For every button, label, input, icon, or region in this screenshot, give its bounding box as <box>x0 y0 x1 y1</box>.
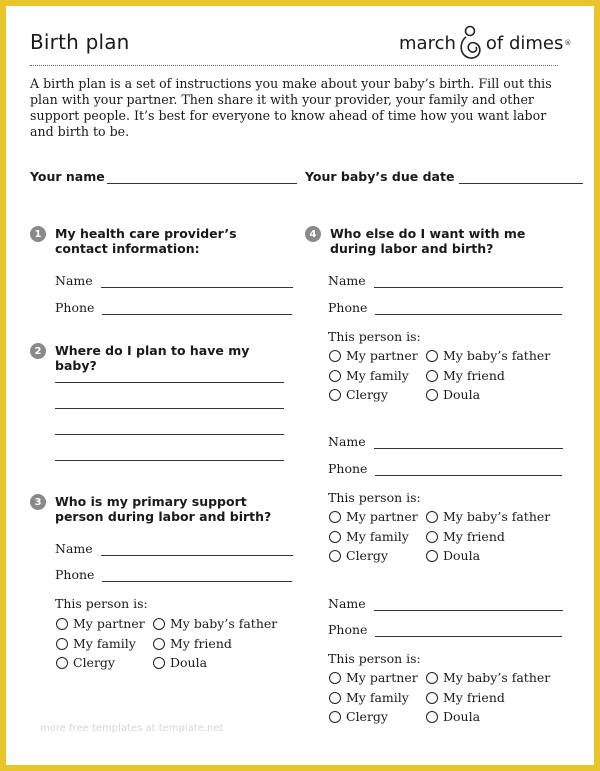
option-label: Doula <box>443 387 481 402</box>
option-doula[interactable] <box>426 387 480 402</box>
logo-trademark: ® <box>564 39 572 47</box>
option-my-partner[interactable] <box>329 348 418 363</box>
radio-circle-icon[interactable] <box>329 672 341 684</box>
option-label: My friend <box>443 690 505 705</box>
option-label: Clergy <box>73 655 115 670</box>
option-my-friend[interactable] <box>153 636 232 651</box>
option-clergy[interactable] <box>329 387 388 402</box>
option-label: My family <box>73 636 136 651</box>
this-person-label: This person is: <box>328 490 421 505</box>
option-label: My family <box>346 529 409 544</box>
mother-baby-logo-icon <box>457 24 485 62</box>
option-label: My baby’s father <box>443 348 551 363</box>
your-name-label: Your name <box>30 169 105 184</box>
due-date-label: Your baby’s due date <box>305 169 455 184</box>
option-label: My partner <box>346 348 418 363</box>
option-babys-father[interactable] <box>426 348 550 363</box>
question-text: Who is my primary support person during labor and birth? <box>55 494 272 524</box>
radio-circle-icon[interactable] <box>329 692 341 704</box>
option-label: My friend <box>170 636 232 651</box>
q4-person2-name-field <box>328 434 563 449</box>
phone-input-line[interactable] <box>375 624 562 637</box>
this-person-label: This person is: <box>328 651 421 666</box>
this-person-label: This person is: <box>328 329 421 344</box>
form-page <box>6 6 594 765</box>
radio-circle-icon[interactable] <box>329 711 341 723</box>
q4-person1-name-field <box>328 273 563 288</box>
header-divider <box>30 65 558 66</box>
question-4 <box>305 226 565 256</box>
phone-label: Phone <box>328 300 368 315</box>
option-label: My friend <box>443 368 505 383</box>
option-clergy[interactable] <box>329 548 388 563</box>
option-label: Clergy <box>346 387 388 402</box>
name-label: Name <box>328 273 366 288</box>
phone-label: Phone <box>55 300 95 315</box>
location-line-3[interactable] <box>55 434 284 435</box>
location-line-2[interactable] <box>55 408 284 409</box>
option-label: My partner <box>346 509 418 524</box>
name-input-line[interactable] <box>101 543 293 556</box>
question-1 <box>30 226 290 256</box>
this-person-label: This person is: <box>55 596 148 611</box>
name-label: Name <box>328 596 366 611</box>
logo-text-of-dimes: of dimes <box>485 32 564 54</box>
option-label: Doula <box>170 655 208 670</box>
radio-circle-icon[interactable] <box>426 711 438 723</box>
your-name-field <box>30 169 297 184</box>
option-my-family[interactable] <box>329 529 409 544</box>
option-clergy[interactable] <box>329 709 388 724</box>
radio-circle-icon[interactable] <box>426 370 438 382</box>
option-label: Doula <box>443 709 481 724</box>
name-label: Name <box>55 273 93 288</box>
radio-circle-icon[interactable] <box>329 370 341 382</box>
question-number-badge: 2 <box>30 343 46 359</box>
radio-circle-icon[interactable] <box>329 511 341 523</box>
intro-paragraph: A birth plan is a set of instructions you make about your baby’s birth. Fill out this plan with your partner. Then share it with your provider, your family and other support people. It’s best for everyone to know ahead of time how you want labor and birth to be. <box>30 76 552 139</box>
radio-circle-icon[interactable] <box>329 531 341 543</box>
option-my-partner[interactable] <box>56 616 145 631</box>
option-label: Clergy <box>346 709 388 724</box>
phone-label: Phone <box>328 461 368 476</box>
location-line-4[interactable] <box>55 460 284 461</box>
radio-circle-icon[interactable] <box>426 692 438 704</box>
due-date-input-line[interactable] <box>459 171 583 184</box>
option-babys-father[interactable] <box>426 509 550 524</box>
option-label: My baby’s father <box>443 670 551 685</box>
radio-circle-icon[interactable] <box>426 550 438 562</box>
option-my-family[interactable] <box>329 690 409 705</box>
option-doula[interactable] <box>426 548 480 563</box>
radio-circle-icon[interactable] <box>56 618 68 630</box>
q4-person2-phone-field <box>328 461 562 476</box>
question-number-badge: 1 <box>30 226 46 242</box>
option-my-partner[interactable] <box>329 670 418 685</box>
option-my-friend[interactable] <box>426 690 505 705</box>
march-of-dimes-logo <box>399 24 571 62</box>
option-label: My family <box>346 368 409 383</box>
question-text: Who else do I want with me during labor and birth? <box>330 226 526 256</box>
option-label: My family <box>346 690 409 705</box>
name-label: Name <box>328 434 366 449</box>
phone-input-line[interactable] <box>102 302 292 315</box>
name-input-line[interactable] <box>374 275 563 288</box>
radio-circle-icon[interactable] <box>329 350 341 362</box>
location-line-1[interactable] <box>55 382 284 383</box>
question-number-badge: 4 <box>305 226 321 242</box>
phone-input-line[interactable] <box>375 463 562 476</box>
name-label: Name <box>55 541 93 556</box>
option-label: My friend <box>443 529 505 544</box>
option-my-friend[interactable] <box>426 368 505 383</box>
page-title: Birth plan <box>30 30 130 54</box>
radio-circle-icon[interactable] <box>153 638 165 650</box>
option-clergy[interactable] <box>56 655 115 670</box>
option-label: Clergy <box>346 548 388 563</box>
q1-phone-field <box>55 300 292 315</box>
phone-input-line[interactable] <box>375 302 562 315</box>
option-doula[interactable] <box>153 655 207 670</box>
option-my-friend[interactable] <box>426 529 505 544</box>
option-my-family[interactable] <box>329 368 409 383</box>
option-label: My baby’s father <box>443 509 551 524</box>
radio-circle-icon[interactable] <box>426 531 438 543</box>
radio-circle-icon[interactable] <box>56 657 68 669</box>
radio-circle-icon[interactable] <box>153 657 165 669</box>
name-input-line[interactable] <box>374 436 563 449</box>
q4-person3-phone-field <box>328 622 562 637</box>
radio-circle-icon[interactable] <box>426 389 438 401</box>
question-text: My health care provider’s contact information: <box>55 226 237 256</box>
option-doula[interactable] <box>426 709 480 724</box>
option-babys-father[interactable] <box>426 670 550 685</box>
q3-name-field <box>55 541 293 556</box>
radio-circle-icon[interactable] <box>153 618 165 630</box>
radio-circle-icon[interactable] <box>426 672 438 684</box>
option-label: My partner <box>73 616 145 631</box>
q4-person3-name-field <box>328 596 563 611</box>
your-name-input-line[interactable] <box>107 171 297 184</box>
option-my-family[interactable] <box>56 636 136 651</box>
footer-watermark: more free templates at template.net <box>40 723 224 734</box>
radio-circle-icon[interactable] <box>426 511 438 523</box>
q1-name-field <box>55 273 293 288</box>
logo-text-march: march <box>399 32 456 54</box>
option-label: Doula <box>443 548 481 563</box>
radio-circle-icon[interactable] <box>56 638 68 650</box>
phone-label: Phone <box>328 622 368 637</box>
phone-input-line[interactable] <box>102 569 292 582</box>
option-babys-father[interactable] <box>153 616 277 631</box>
name-input-line[interactable] <box>101 275 293 288</box>
due-date-field <box>305 169 583 184</box>
phone-label: Phone <box>55 567 95 582</box>
q3-phone-field <box>55 567 292 582</box>
question-3 <box>30 494 290 524</box>
option-label: My baby’s father <box>170 616 278 631</box>
option-label: My partner <box>346 670 418 685</box>
name-input-line[interactable] <box>374 598 563 611</box>
q4-person1-phone-field <box>328 300 562 315</box>
question-number-badge: 3 <box>30 494 46 510</box>
question-2 <box>30 343 290 373</box>
question-text: Where do I plan to have my baby? <box>55 343 250 373</box>
radio-circle-icon[interactable] <box>329 389 341 401</box>
option-my-partner[interactable] <box>329 509 418 524</box>
radio-circle-icon[interactable] <box>426 350 438 362</box>
radio-circle-icon[interactable] <box>329 550 341 562</box>
